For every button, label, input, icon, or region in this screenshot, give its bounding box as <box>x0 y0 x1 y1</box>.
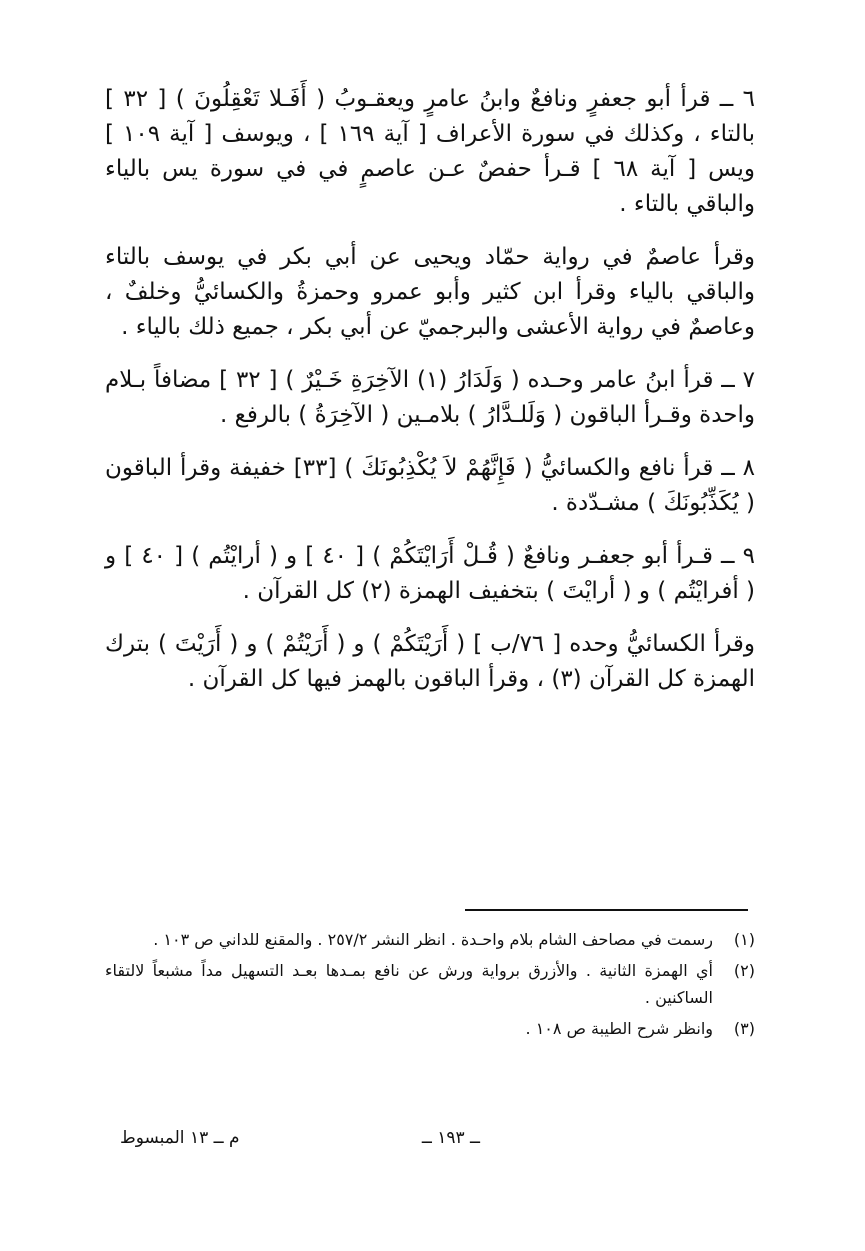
footnotes <box>105 926 755 1046</box>
main-text <box>105 82 755 697</box>
paragraph-asim: وقرأ عاصمٌ في رواية حمّاد ويحيى عن أبي بكر في يوسف بالتاء والباقي بالياء وقرأ ابن كثير وأبو عمرو وحمزةُ والكسائيُّ وخلفٌ ، وعاصمٌ في رواية الأعشى والبرجميّ عن أبي بكر ، جميع ذلك بالياء . <box>105 244 755 340</box>
paragraph-kisai: وقرأ الكسائيُّ وحده [ ٧٦/ب ] ( أَرَيْتَكُمْ ) و ( أَرَيْتُمْ ) و ( أَرَيْتَ ) بترك الهمزة كل القرآن (٣) ، وقرأ الباقون بالهمز فيها كل القرآن . <box>105 631 755 692</box>
paragraph-9: ٩ ــ قـرأ أبو جعفـر ونافعٌ ( قُـلْ أَرَايْتَكُمْ ) [ ٤٠ ] و ( أرايْتُم ) [ ٤٠ ] و ( أفرايْتُم ) و ( أرايْتَ ) بتخفيف الهمزة (٢) كل القرآن . <box>105 543 756 604</box>
paragraph-8: ٨ ــ قرأ نافع والكسائيُّ ( فَإِنَّهُمْ لاَ يُكْذِبُونَكَ ) [٣٣] خفيفة وقرأ الباقون ( يُكَذِّبُونَكَ ) مشـدّدة . <box>105 455 755 516</box>
book-signature: م ــ ١٣ المبسوط <box>120 1128 240 1148</box>
paragraph-6: ٦ ــ قرأ أبو جعفرٍ ونافعٌ وابنُ عامرٍ ويعقـوبُ ( أَفَـلا تَعْقِلُونَ ) [ ٣٢ ] بالتاء ، وكذلك في سورة الأعراف [ آية ١٦٩ ] ، ويوسف [ آية ١٠٩ ] ويس [ آية ٦٨ ] قـرأ حفصٌ عـن عاصمٍ في في سورة يس بالياء والباقي بالتاء . <box>105 86 755 217</box>
footnote <box>105 1015 755 1042</box>
footnote-number: (٢) <box>733 961 755 980</box>
footnote-text: وانظر شرح الطيبة ص ١٠٨ . <box>525 1019 713 1038</box>
footnote-text: رسمت في مصاحف الشام بلام واحـدة . انظر النشر ٢٥٧/٢ . والمقنع للداني ص ١٠٣ . <box>153 930 713 949</box>
footnote-text: أي الهمزة الثانية . والأزرق برواية ورش عن نافع بمـدها بعـد التسهيل مداً مشبعاً لالتقاء الساكنين . <box>105 961 713 1007</box>
footnote-separator <box>465 909 748 911</box>
page-footer <box>120 1124 480 1152</box>
footnote <box>105 957 755 1011</box>
footnote-number: (٣) <box>733 1019 755 1038</box>
paragraph-7: ٧ ــ قرأ ابنُ عامر وحـده ( وَلَدَارُ (١) الآخِرَةِ خَـيْرٌ ) [ ٣٢ ] مضافاً بـلام واحدة وقـرأ الباقون ( وَلَلـدَّارُ ) بلامـين ( الآخِرَةُ ) بالرفع . <box>105 367 755 428</box>
page-number: ــ ١٩٣ ــ <box>421 1128 480 1148</box>
footnote-number: (١) <box>733 930 755 949</box>
footnote <box>105 926 755 953</box>
